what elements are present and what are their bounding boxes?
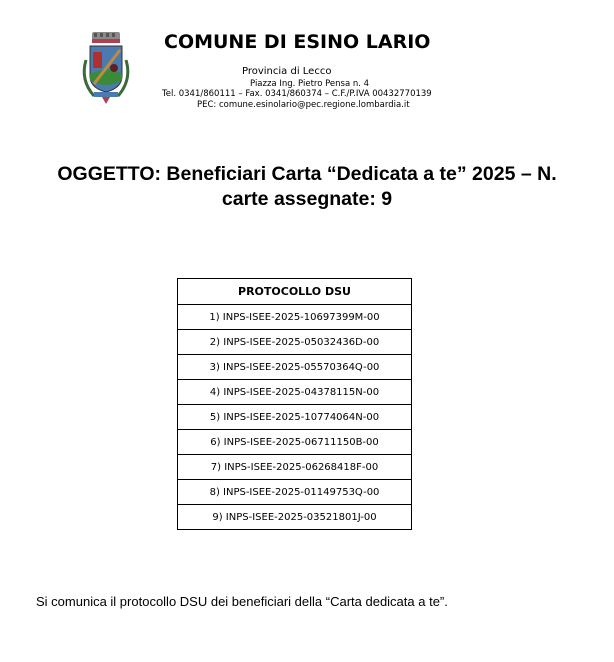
table-header-row [178, 279, 412, 305]
address-text: Piazza Ing. Pietro Pensa n. 4 [250, 79, 370, 89]
table-cell: 6) INPS-ISEE-2025-06711150B-00 [178, 430, 412, 455]
dsu-protocol-table [177, 278, 412, 530]
subject-line-2: carte assegnate: 9 [221, 188, 393, 210]
table-cell: 2) INPS-ISEE-2025-05032436D-00 [178, 330, 412, 355]
table-row [178, 380, 412, 405]
table-row [178, 505, 412, 530]
table-cell: 9) INPS-ISEE-2025-03521801J-00 [178, 505, 412, 530]
coat-of-arms-icon [78, 30, 134, 106]
table-cell: 1) INPS-ISEE-2025-10697399M-00 [178, 305, 412, 330]
province-text: Provincia di Lecco [242, 66, 332, 77]
table-row [178, 355, 412, 380]
municipality-title: COMUNE DI ESINO LARIO [164, 31, 431, 53]
table-row [178, 305, 412, 330]
table-cell: 7) INPS-ISEE-2025-06268418F-00 [178, 455, 412, 480]
table-cell: 5) INPS-ISEE-2025-10774064N-00 [178, 405, 412, 430]
table-row [178, 430, 412, 455]
table-row [178, 455, 412, 480]
communication-text: Si comunica il protocollo DSU dei beneficiari della “Carta dedicata a te”. [36, 594, 448, 609]
column-header-protocollo-dsu: PROTOCOLLO DSU [178, 279, 412, 305]
table-cell: 3) INPS-ISEE-2025-05570364Q-00 [178, 355, 412, 380]
table-row [178, 480, 412, 505]
table-cell: 4) INPS-ISEE-2025-04378115N-00 [178, 380, 412, 405]
contacts-text: Tel. 0341/860111 – Fax. 0341/860374 – C.F./P.IVA 00432770139 [162, 89, 432, 99]
table-row [178, 405, 412, 430]
document-subject [20, 162, 594, 212]
pec-text: PEC: comune.esinolario@pec.regione.lombardia.it [197, 100, 410, 110]
table-row [178, 330, 412, 355]
table-cell: 8) INPS-ISEE-2025-01149753Q-00 [178, 480, 412, 505]
subject-line-1: OGGETTO: Beneficiari Carta “Dedicata a te” 2025 – N. [57, 163, 557, 185]
